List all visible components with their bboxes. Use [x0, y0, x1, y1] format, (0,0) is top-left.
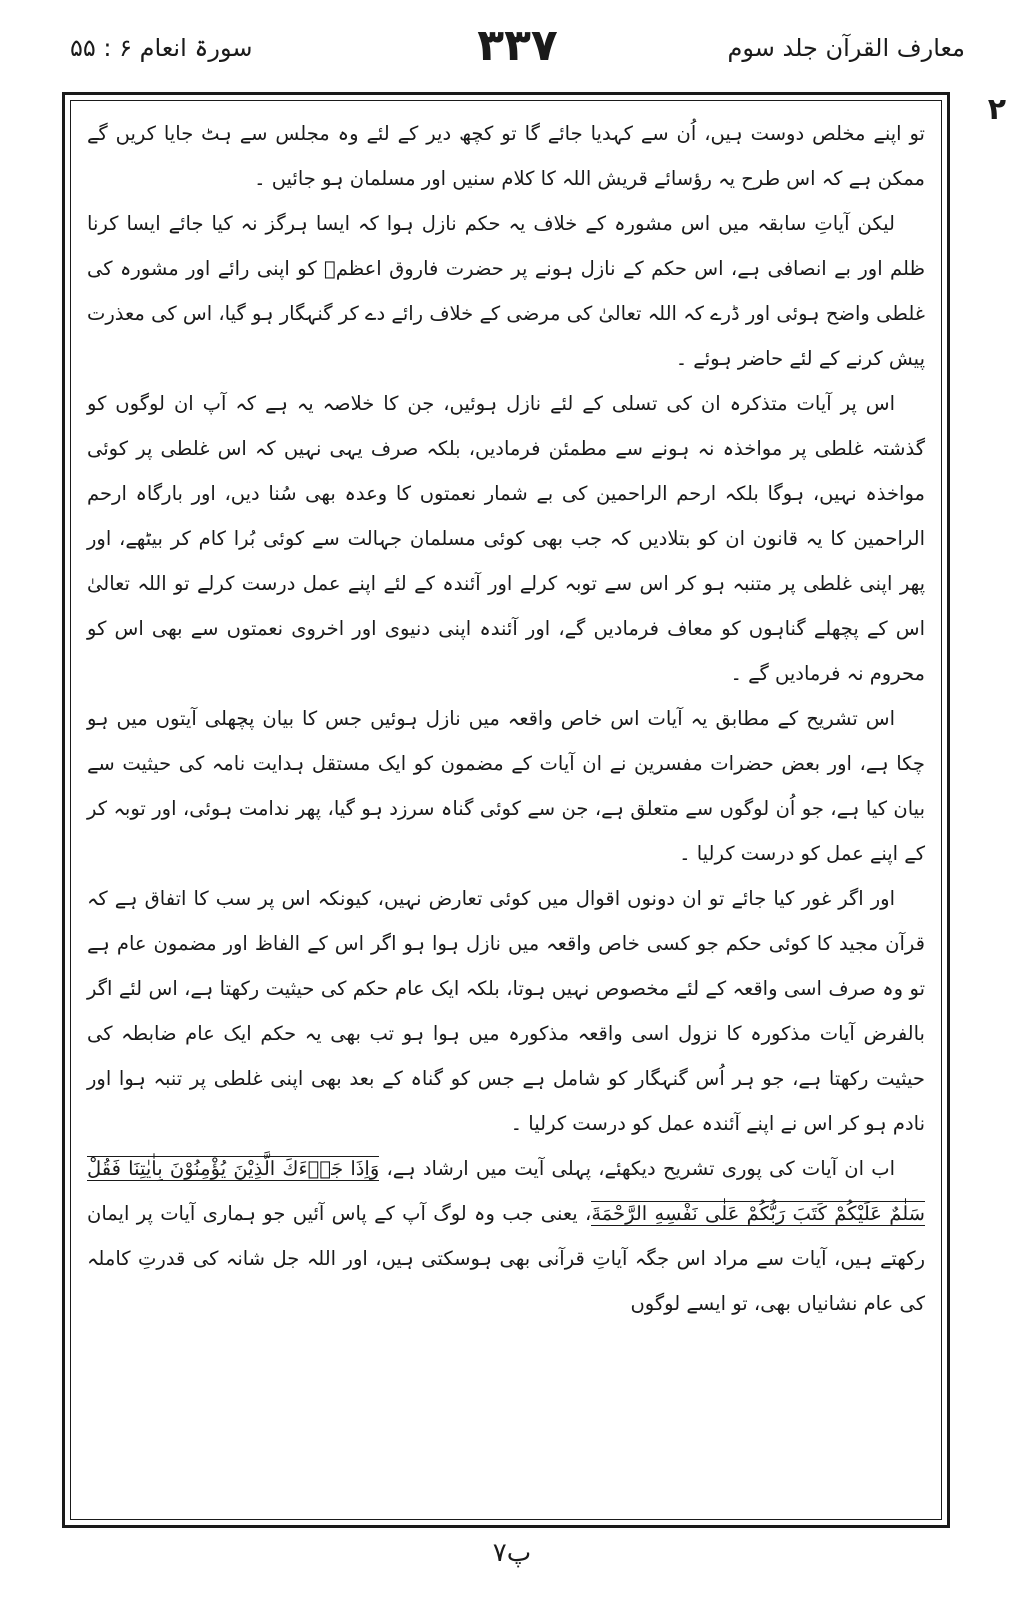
page-frame [62, 92, 950, 1528]
signature-mark: پ۷ [492, 1538, 532, 1568]
paragraph-3: اس پر آیات متذکرہ ان کی تسلی کے لئے نازل ہوئیں، جن کا خلاصہ یہ ہے کہ آپ ان لوگوں کو گذشتہ غلطی پر مواخذہ نہ ہونے سے مطمئن فرمادیں، بلکہ صرف یہی نہیں کہ اس غلطی پر کوئی مواخذہ نہیں، ہوگا بلکہ ارحم الراحمین کی بے شمار نعمتوں کا وعدہ بھی سُنا دیں، اور بارگاہ ارحم الراحمین کا یہ قانون ان کو بتلادیں کہ جب بھی کوئی مسلمان جہالت سے کوئی بُرا کام کر بیٹھے، اور پھر اپنی غلطی پر متنبہ ہو کر اس سے توبہ کرلے اور آئندہ کے لئے اپنے عمل درست کرلے تو اللہ تعالیٰ اس کے پچھلے گناہوں کو معاف فرمادیں گے، اور آئندہ اپنی دنیوی اور اخروی نعمتوں سے بھی اس کو محروم نہ فرمادیں گے ۔ [87, 392, 925, 685]
paragraph-5: اور اگر غور کیا جائے تو ان دونوں اقوال میں کوئی تعارض نہیں، کیونکہ اس پر سب کا اتفاق ہے کہ قرآن مجید کا کوئی حکم جو کسی خاص واقعہ میں نازل ہوا ہو اگر اس کے الفاظ اور مضمون عام ہے تو وہ صرف اسی واقعہ کے لئے مخصوص نہیں ہوتا، بلکہ ایک عام حکم کی حیثیت رکھتا ہے، اس لئے اگر بالفرض آیات مذکورہ کا نزول اسی واقعہ مذکورہ میں ہوا ہو تب بھی یہ حکم ایک عام ضابطہ کی حیثیت رکھتا ہے، جو ہر اُس گنہگار کو شامل ہے جس کو گناہ کے بعد بھی اپنی غلطی پر تنبہ ہوا اور نادم ہو کر اس نے اپنے آئندہ عمل کو درست کرلیا ۔ [87, 887, 925, 1135]
paragraph-6-intro: اب ان آیات کی پوری تشریح دیکھئے، پہلی آیت میں ارشاد ہے، [379, 1157, 895, 1180]
paragraph-4: اس تشریح کے مطابق یہ آیات اس خاص واقعہ میں نازل ہوئیں جس کا بیان پچھلی آیتوں میں ہو چکا ہے، اور بعض حضرات مفسرین نے ان آیات کے مضمون کو ایک مستقل ہدایت نامہ کی حیثیت سے بیان کیا ہے، جو اُن لوگوں سے متعلق ہے، جن سے کوئی گناہ سرزد ہو گیا، پھر ندامت ہوئی، اور توبہ کر کے اپنے عمل کو درست کرلیا ۔ [87, 707, 925, 865]
page-header [70, 20, 965, 76]
paragraph-1: تو اپنے مخلص دوست ہیں، اُن سے کہدیا جائے گا تو کچھ دیر کے لئے وہ مجلس سے ہٹ جایا کریں گے ممکن ہے کہ اس طرح یہ رؤسائے قریش اللہ کا کلام سنیں اور مسلمان ہو جائیں ۔ [87, 122, 925, 190]
paragraph-6-rest: ، یعنی جب وہ لوگ آپ کے پاس آئیں جو ہماری آیات پر ایمان رکھتے ہیں، آیات سے مراد اس جگہ آیاتِ قرآنی بھی ہوسکتی ہیں، اور اللہ جل شانہ کی قدرتِ کاملہ کی عام نشانیاں بھی، تو ایسے لوگوں [87, 1202, 925, 1315]
paragraph-2: لیکن آیاتِ سابقہ میں اس مشورہ کے خلاف یہ حکم نازل ہوا کہ ایسا ہرگز نہ کیا جائے ایسا کرنا ظلم اور بے انصافی ہے، اس حکم کے نازل ہونے پر حضرت فاروق اعظمؓ کو اپنی رائے اور مشورہ کی غلطی واضح ہوئی اور ڈرے کہ اللہ تعالیٰ کی مرضی کے خلاف رائے دے کر گنہگار ہو گیا، اس کی معذرت پیش کرنے کے لئے حاضر ہوئے ۔ [87, 212, 925, 370]
surah-reference: سورۃ انعام ۶ : ۵۵ [70, 34, 253, 62]
paragraph-6 [87, 1146, 925, 1326]
page-frame-inner [70, 100, 942, 1520]
book-title: معارف القرآن جلد سوم [727, 34, 965, 62]
quran-verse: وَاِذَا جَاۤءَكَ الَّذِیْنَ یُؤْمِنُوْنَ بِاٰیٰتِنَا فَقُلْ سَلٰمٌ عَلَیْكُمْ كَتَبَ رَبُّكُمْ عَلٰی نَفْسِهِ الرَّحْمَةَ [87, 1157, 926, 1225]
page-number: ۳۳۷ [477, 20, 558, 71]
body-text [87, 111, 925, 1326]
margin-number: ۲ [987, 92, 1006, 127]
